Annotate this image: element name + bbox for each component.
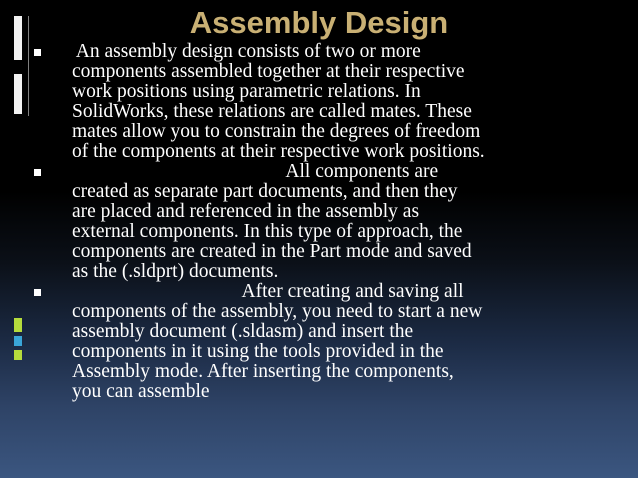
bullet-text-line: components are created in the Part mode and saved <box>72 241 472 262</box>
bullet-text-line: are placed and referenced in the assembly as <box>72 201 420 222</box>
bullet-text-line: assembly document (.sldasm) and insert the <box>72 321 414 342</box>
slide-title: Assembly Design <box>189 5 449 40</box>
bullet-text-line: After creating and saving all <box>72 281 464 302</box>
bullet-text-line: as the (.sldprt) documents. <box>72 261 279 282</box>
deco-bar-white-bottom <box>14 74 22 114</box>
bullet-text-line: mates allow you to constrain the degrees of freedom <box>72 121 481 142</box>
deco-bar-green-small <box>14 350 22 360</box>
deco-bar-green <box>14 318 22 332</box>
bullet-list <box>34 42 634 402</box>
bullet-text-line: An assembly design consists of two or more <box>72 41 421 62</box>
bullet-text-line: external components. In this type of approach, the <box>72 221 463 242</box>
bullet-item <box>34 162 634 282</box>
bullet-text-line: Assembly mode. After inserting the components, <box>72 361 454 382</box>
bullet-text-line: SolidWorks, these relations are called mates. These <box>72 101 472 122</box>
bullet-square-icon <box>34 169 41 176</box>
deco-bar-blue <box>14 336 22 346</box>
bullet-text-line: of the components at their respective work positions. <box>72 141 485 162</box>
bullet-square-icon <box>34 289 41 296</box>
bullet-text-line: components of the assembly, you need to start a new <box>72 301 483 322</box>
bullet-item <box>34 282 634 402</box>
bullet-square-icon <box>34 49 41 56</box>
bullet-text-line: created as separate part documents, and then they <box>72 181 458 202</box>
bullet-text-line: you can assemble <box>72 381 210 402</box>
bullet-text-line: components in it using the tools provided in the <box>72 341 444 362</box>
bullet-item <box>34 42 634 162</box>
bullet-text-line: All components are <box>72 161 439 182</box>
bullet-text-line: work positions using parametric relations. In <box>72 81 421 102</box>
bullet-text-line: components assembled together at their respective <box>72 61 465 82</box>
